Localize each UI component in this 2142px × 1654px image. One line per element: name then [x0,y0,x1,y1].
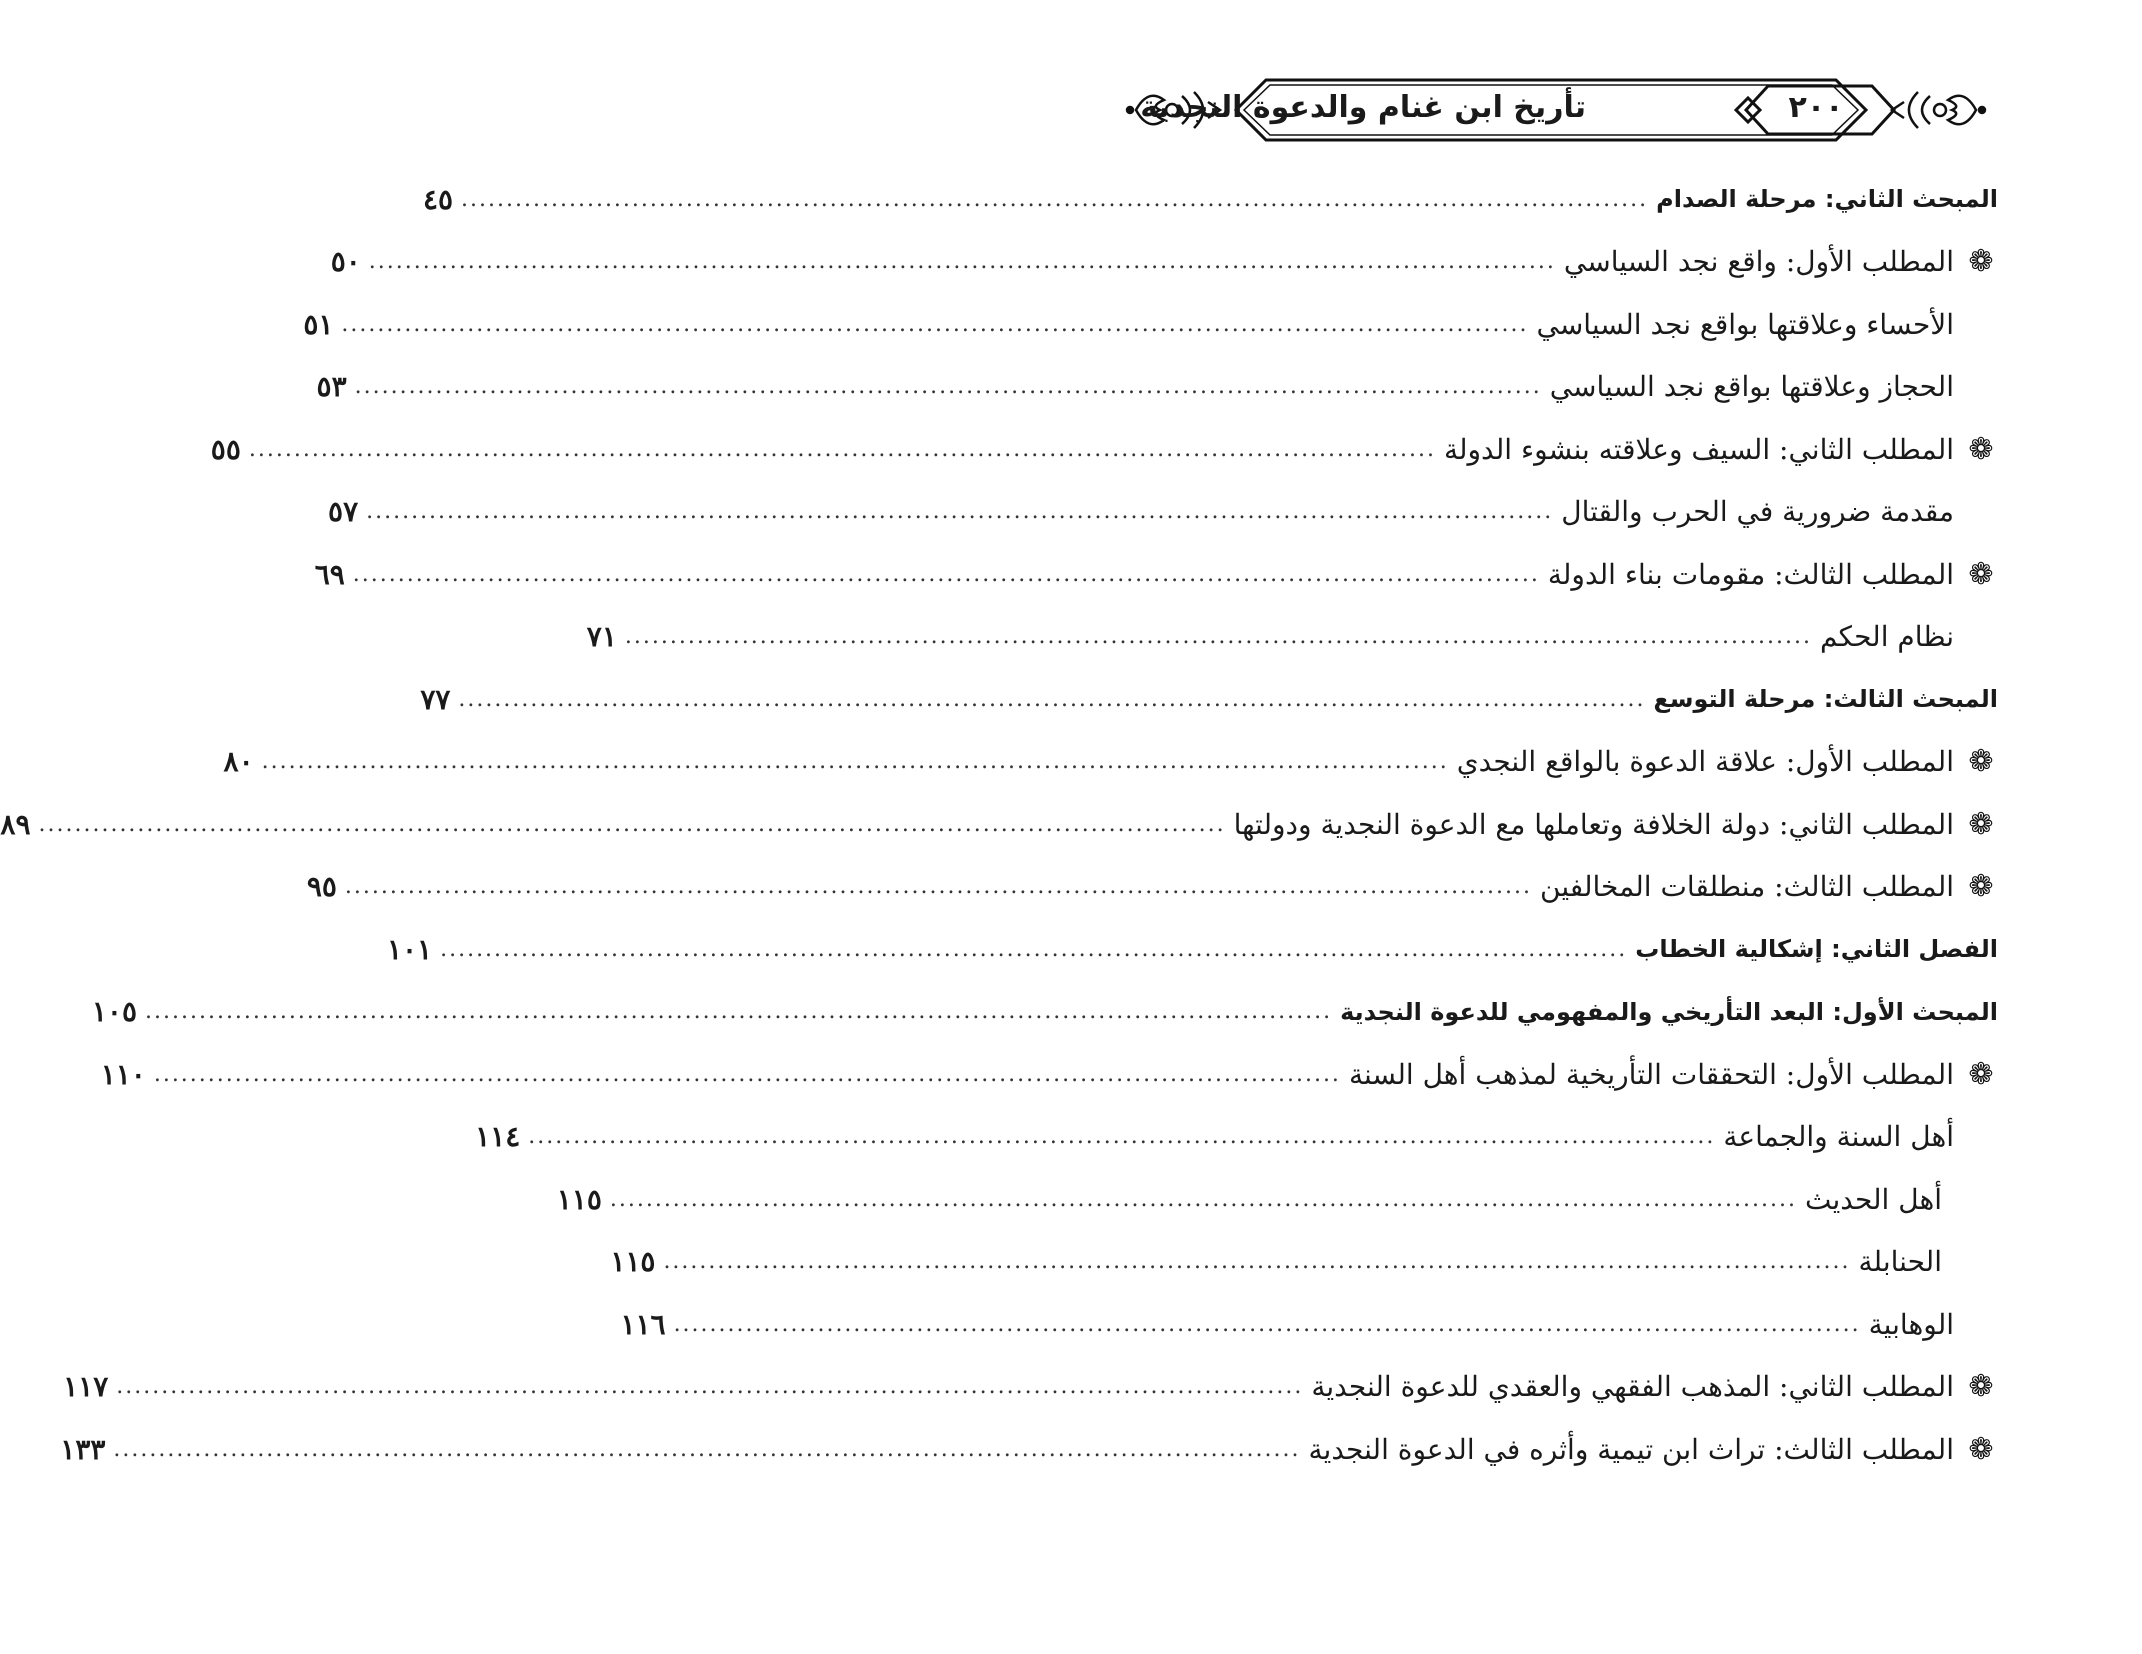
toc-entry-page-number: ١١٤ [475,1120,521,1154]
toc-entry [328,481,1998,544]
toc-entry [420,668,1998,731]
toc-entry-label: المطلب الثالث: تراث ابن تيمية وأثره في الدعوة النجدية [1308,1432,1954,1466]
toc-entry-page-number: ١٣٣ [60,1432,106,1466]
dot-leader: .................................................................................................................................... [461,186,1649,212]
dot-leader: .................................................................................................................................... [261,749,1449,775]
dot-leader: .................................................................................................................................... [344,874,1533,900]
flower-bullet-icon: ❁ [1968,1369,1994,1405]
toc-entry [556,1168,1998,1231]
toc-entry-label: المبحث الثاني: مرحلة الصدام [1656,185,1998,214]
toc-entry [306,856,1998,919]
toc-entry [91,981,1998,1044]
dot-leader: .................................................................................................................................... [624,624,1812,650]
toc-entry [610,1231,1998,1294]
dot-leader: .................................................................................................................................... [673,1311,1861,1337]
toc-entry-label: الحنابلة [1858,1245,1942,1279]
toc-entry [386,918,1998,981]
toc-entry-label: المبحث الثالث: مرحلة التوسع [1653,685,1998,714]
dot-leader: .................................................................................................................................... [663,1249,1851,1275]
toc-entry-page-number: ٨٠ [223,745,254,779]
dot-leader: .................................................................................................................................... [458,686,1646,712]
toc-entry-page-number: ٧٧ [420,682,451,716]
toc-entry-label: المطلب الأول: التحققات التأريخية لمذهب أهل السنة [1348,1057,1954,1091]
toc-entry-page-number: ١١٥ [610,1245,656,1279]
toc-entry [100,1043,1998,1106]
dot-leader: .................................................................................................................................... [609,1186,1797,1212]
toc-entry-page-number: ٥١ [303,307,334,341]
toc-entry [620,1293,1998,1356]
dot-leader: .................................................................................................................................... [352,561,1540,587]
dot-leader: .................................................................................................................................... [38,811,1226,837]
toc-entry-label: المطلب الأول: علاقة الدعوة بالواقع النجدي [1456,745,1954,779]
table-of-contents [0,168,1998,1481]
toc-entry-page-number: ٩٥ [306,870,337,904]
toc-entry-label: أهل الحديث [1804,1182,1942,1216]
dot-leader: .................................................................................................................................... [248,436,1436,462]
toc-entry [586,606,1998,669]
flower-bullet-icon: ❁ [1968,869,1994,905]
toc-entry [314,543,1998,606]
toc-entry-label: الحجاز وعلاقتها بواقع نجد السياسي [1549,370,1954,404]
toc-entry-page-number: ٥٧ [328,495,359,529]
dot-leader: .................................................................................................................................... [368,249,1556,275]
toc-entry-label: مقدمة ضرورية في الحرب والقتال [1561,495,1954,529]
toc-entry [0,793,1998,856]
toc-entry-page-number: ٧١ [586,620,617,654]
dot-leader: .................................................................................................................................... [153,1061,1341,1087]
toc-entry-label: المبحث الأول: البعد التأريخي والمفهومي للدعوة النجدية [1340,997,1998,1026]
dot-leader: .................................................................................................................................... [116,1374,1304,1400]
toc-entry-page-number: ٨٩ [0,807,31,841]
toc-entry-label: المطلب الثاني: السيف وعلاقته بنشوء الدولة [1443,432,1954,466]
flower-bullet-icon: ❁ [1968,744,1994,780]
flower-bullet-icon: ❁ [1968,431,1994,467]
flower-bullet-icon: ❁ [1968,806,1994,842]
toc-entry-label: الفصل الثاني: إشكالية الخطاب [1635,935,1998,964]
header-page-number: ٢٠٠ [1788,90,1844,125]
toc-entry-page-number: ١١٦ [620,1307,666,1341]
toc-entry-page-number: ٥٣ [316,370,347,404]
toc-entry-page-number: ٤٥ [422,182,454,216]
toc-entry-label: المطلب الثاني: المذهب الفقهي والعقدي للدعوة النجدية [1311,1370,1954,1404]
toc-entry-page-number: ١٠٥ [91,995,137,1029]
right-ornament [1892,92,1985,128]
toc-entry-label: أهل السنة والجماعة [1723,1120,1954,1154]
dot-leader: .................................................................................................................................... [440,936,1628,962]
toc-entry-page-number: ٥٥ [210,432,241,466]
flower-bullet-icon: ❁ [1968,1056,1994,1092]
toc-entry-page-number: ١١٥ [556,1182,602,1216]
toc-entry-label: نظام الحكم [1819,620,1954,654]
toc-entry [475,1106,1998,1169]
toc-entry-page-number: ١١٠ [100,1057,146,1091]
toc-entry-label: المطلب الأول: واقع نجد السياسي [1563,245,1954,279]
toc-entry-label: الأحساء وعلاقتها بواقع نجد السياسي [1536,307,1954,341]
toc-entry-label: المطلب الثاني: دولة الخلافة وتعاملها مع الدعوة النجدية ودولتها [1233,807,1954,841]
toc-entry-label: المطلب الثالث: مقومات بناء الدولة [1547,557,1954,591]
dot-leader: .................................................................................................................................... [528,1124,1716,1150]
toc-entry [223,731,1998,794]
header-title: تأريخ ابن غنام والدعوة النجدية [1140,90,1586,125]
toc-entry-page-number: ١١٧ [63,1370,109,1404]
toc-entry [63,1356,1998,1419]
flower-bullet-icon: ❁ [1968,1431,1994,1467]
toc-entry [330,231,1998,294]
dot-leader: .................................................................................................................................... [341,311,1529,337]
toc-entry-label: المطلب الثالث: منطلقات المخالفين [1540,870,1954,904]
flower-bullet-icon: ❁ [1968,244,1994,280]
dot-leader: .................................................................................................................................... [366,499,1554,525]
dot-leader: .................................................................................................................................... [354,374,1542,400]
toc-entry [60,1418,1998,1481]
toc-entry [210,418,1998,481]
toc-entry [316,356,1998,419]
toc-entry [303,293,1998,356]
dot-leader: .................................................................................................................................... [113,1436,1301,1462]
toc-entry [422,168,1998,231]
toc-entry-page-number: ١٠١ [386,932,433,966]
flower-bullet-icon: ❁ [1968,556,1994,592]
dot-leader: .................................................................................................................................... [145,999,1333,1025]
toc-entry-page-number: ٦٩ [314,557,345,591]
toc-entry-label: الوهابية [1868,1307,1954,1341]
toc-entry-page-number: ٥٠ [330,245,361,279]
running-header [1116,72,1996,148]
